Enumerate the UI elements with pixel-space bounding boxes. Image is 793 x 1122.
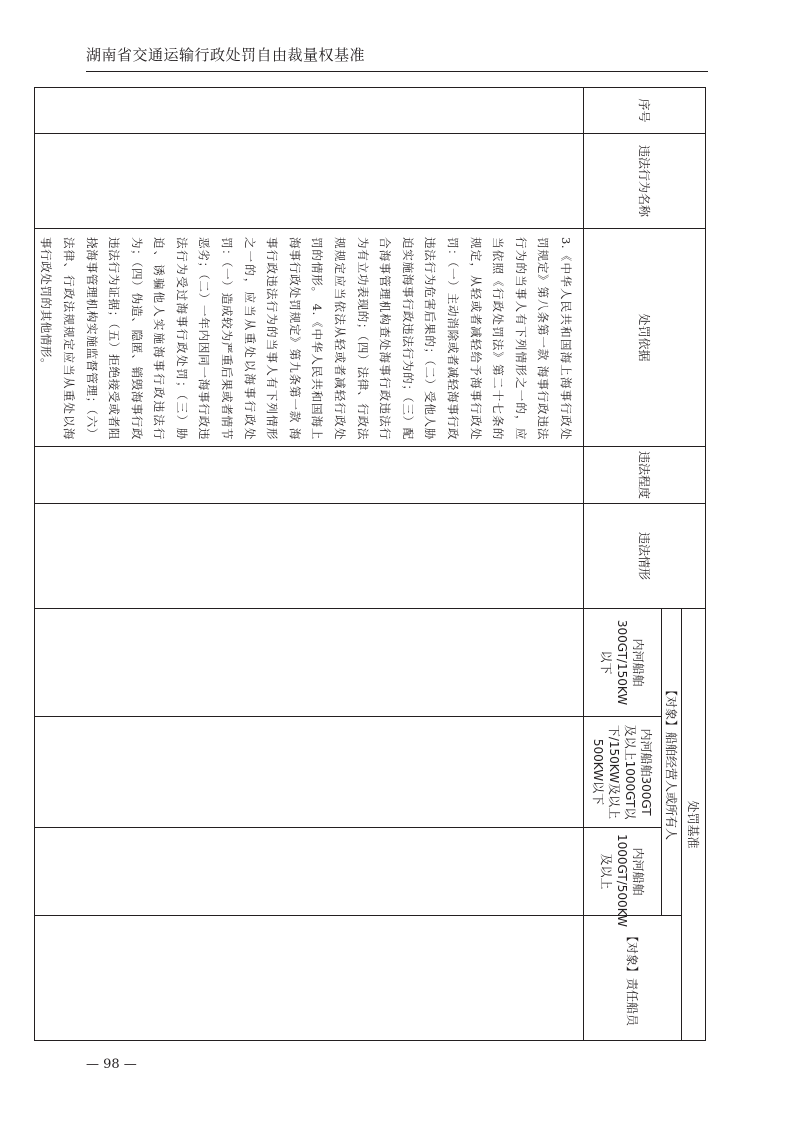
basis-text: 3.《中华人民共和国海上海事行政处罚规定》第八条第一款 海事行政违法行为的当事人有下列情形之一的，应当依照《行政处罚法》第二十七条的规定，从轻或者减轻给予海事行政处罚：（一）主动消除或者减轻海事行政违法行为危害后果的；（二）受他人胁迫实施海事行政违法行为的；（三）配合海事管理机构查处海事行政违法行为有立功表现的；（四）法律、行政法规规定应当依法从轻或者减轻行政处罚的情形。 4.《中华人民共和国海上海事行政处罚规定》第九条第一款 海事行政违法行为的当事人有下列情形之一的，应当从重处以海事行政处罚：（一）造成较为严重后果或者情节恶劣；（二）一年内因同一海事行政违法行为受过海事行政处罚；（三）胁迫、诱骗他人实施海事行政违法行为；（四）伪造、隐匿、销毁海事行政违法行为证据；（五）拒绝接受或者阻挠海事管理机构实施监督管理；（六）法律、行政法规规定应当从重处以海事行政处罚的其他情形。 (39, 237, 573, 440)
header-seq: 序号 (584, 88, 706, 134)
header-ship-medium-label: 内河船舶300GT及以上1000GT以下/150KW及以上500KW以下 (591, 724, 654, 820)
header-object-crew: 【对象】责任船员 (584, 916, 682, 1041)
cell-crew (34, 916, 583, 1041)
header-ship-large (584, 828, 662, 927)
header-circumstance: 违法情形 (584, 504, 706, 609)
header-ship-small (584, 609, 662, 717)
header-object-owner: 【对象】船舶经营人或所有人 (662, 609, 682, 916)
penalty-table-frame (39, 87, 706, 1040)
header-row-1 (682, 88, 706, 1041)
header-ship-small-label: 内河船舶300GT/150KW以下 (599, 619, 646, 706)
cell-basis (34, 229, 583, 447)
cell-degree (34, 447, 583, 504)
penalty-standard-table (34, 87, 706, 1041)
document-header-title: 湖南省交通运输行政处罚自由裁量权基准 (86, 46, 366, 64)
header-ship-medium (584, 717, 662, 828)
header-rule (86, 71, 708, 72)
cell-violation-name (34, 134, 583, 229)
cell-ship-large (34, 828, 583, 916)
page-number: — 98 — (86, 1057, 137, 1072)
table-row (34, 88, 583, 1041)
cell-seq (34, 88, 583, 134)
cell-circumstance (34, 504, 583, 609)
header-violation-name (584, 134, 706, 229)
header-basis: 处罚依据 (584, 229, 706, 447)
cell-ship-small (34, 609, 583, 717)
header-penalty-standard: 处罚基准 (682, 609, 706, 1041)
header-violation-name-label: 违法行为名称 (637, 144, 652, 217)
cell-ship-medium (34, 717, 583, 828)
penalty-table-rotated (39, 87, 706, 1040)
header-ship-large-label: 内河船舶1000GT/500KW及以上 (599, 834, 646, 927)
header-degree: 违法程度 (584, 447, 706, 504)
